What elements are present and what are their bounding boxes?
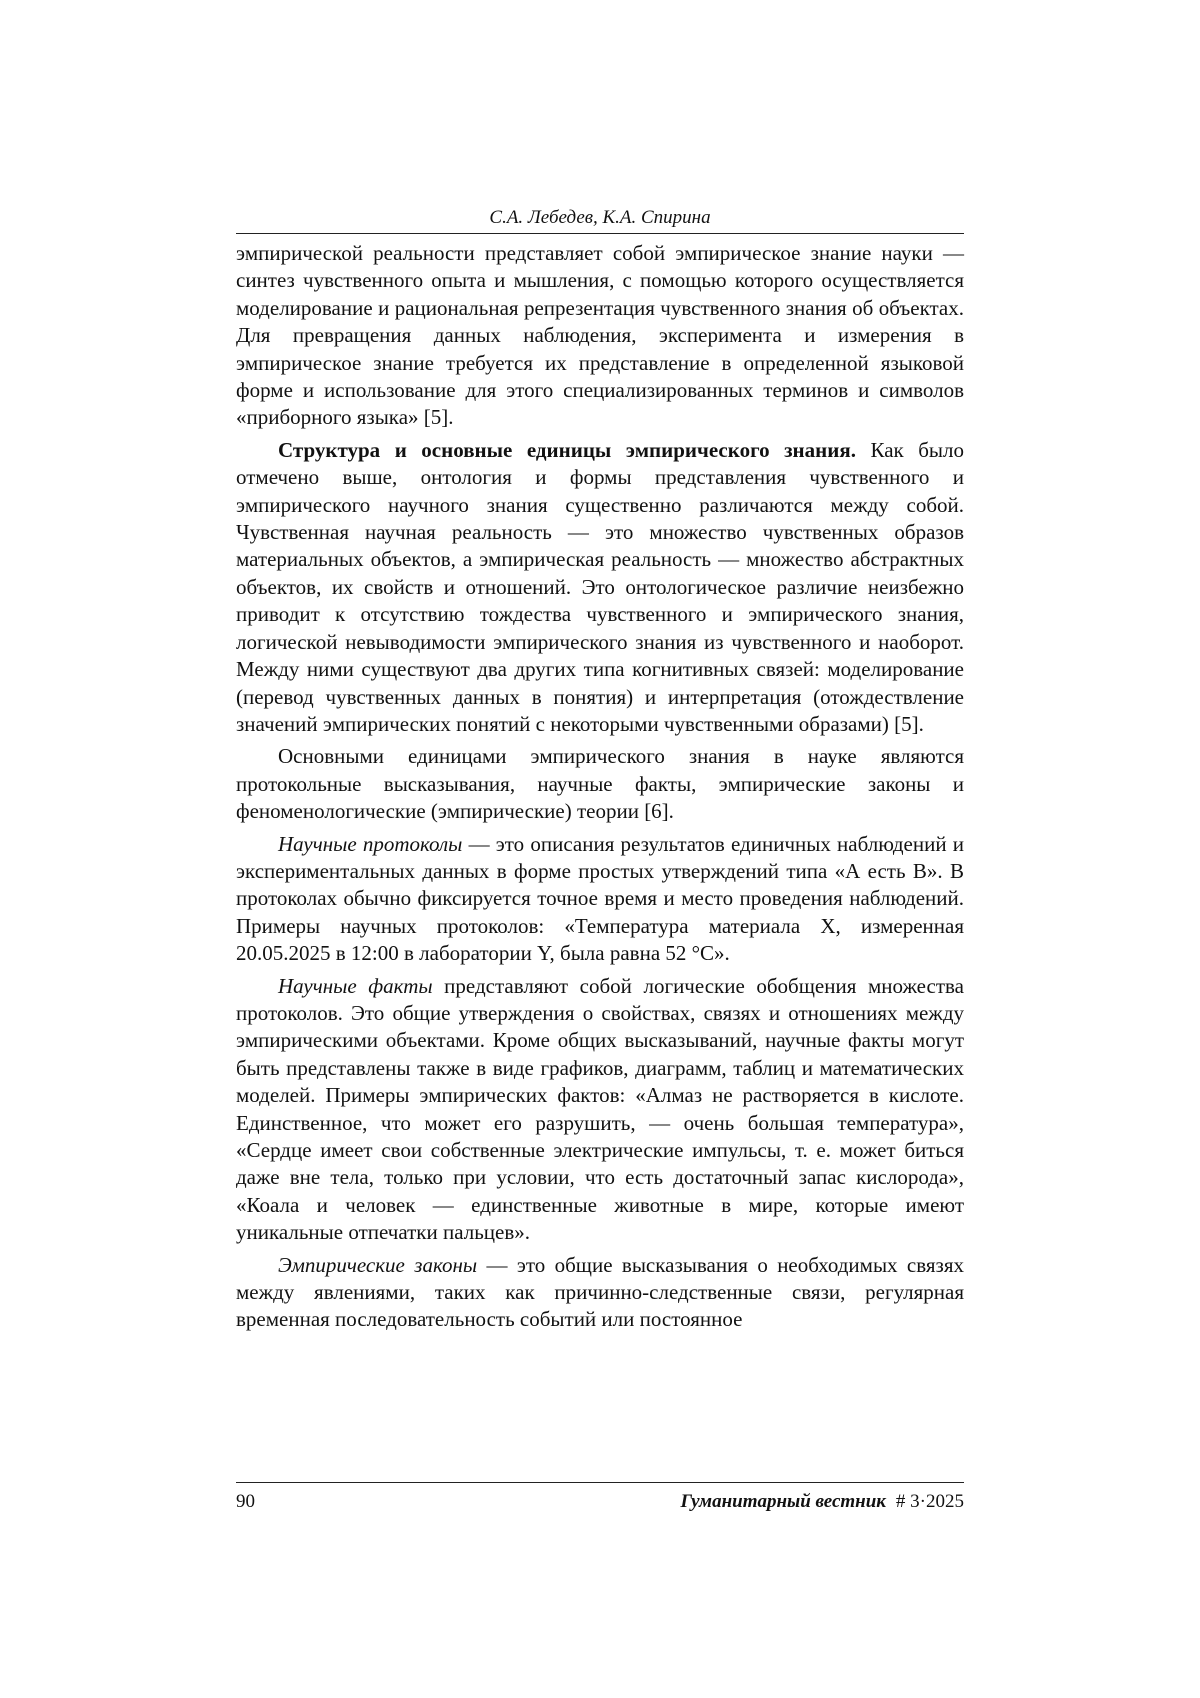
paragraph-1 xyxy=(236,240,964,432)
paragraph-2-text: Как было отмечено выше, онтология и формы представления чувственного и эмпирического научного знания существенно различаются между собой. Чувственная научная реальность — это множество чувственных образов материальных объектов, а эмпирическая реальность — множество абстрактных объектов, их свойств и отношений. Это онтологическое различие неизбежно приводит к отсутствию тождества чувственного и эмпирического знания, логической невыводимости эмпирического знания из чувственного и наоборот. Между ними существуют два других типа когнитивных связей: моделирование (перевод чувственных данных в понятия) и интерпретация (отождествление значений эмпирических понятий с некоторыми чувственными образами) [5]. xyxy=(236,437,964,736)
article-body xyxy=(236,240,964,1334)
paragraph-4 xyxy=(236,831,964,968)
paragraph-6-text: — это общие высказывания о необходимых связях между явлениями, таких как причинно-следственные связи, регулярная временная последовательность событий или постоянное xyxy=(236,1252,964,1332)
paragraph-4-text: — это описания результатов единичных наблюдений и экспериментальных данных в форме простых утверждений типа «А есть В». В протоколах обычно фиксируется точное время и место проведения наблюдений. Примеры научных протоколов: «Температура материала X, измеренная 20.05.2025 в 12:00 в лаборатории Y, была равна 52 °С». xyxy=(236,831,965,966)
term-empirical-laws: Эмпирические законы xyxy=(278,1252,478,1277)
section-heading: Структура и основные единицы эмпирического знания. xyxy=(278,437,856,462)
page-footer xyxy=(236,1482,964,1514)
term-scientific-facts: Научные факты xyxy=(278,973,433,998)
paragraph-5-text: представляют собой логические обобщения множества протоколов. Это общие утверждения о свойствах, связях и отношениях между эмпирическими объектами. Кроме общих высказываний, научные факты могут быть представлены также в виде графиков, диаграмм, таблиц и математических моделей. Примеры эмпирических фактов: «Алмаз не растворяется в кислоте. Единственное, что может его разрушить, — очень большая температура», «Сердце имеет свои собственные электрические импульсы, т. е. может биться даже вне тела, только при условии, что есть достаточный запас кислорода», «Коала и человек — единственные животные в мире, которые имеют уникальные отпечатки пальцев». xyxy=(236,973,964,1245)
paragraph-3 xyxy=(236,743,964,825)
journal-title: Гуманитарный вестник xyxy=(680,1491,886,1512)
paragraph-5 xyxy=(236,973,964,1247)
paragraph-6 xyxy=(236,1252,964,1334)
journal-info xyxy=(680,1490,964,1514)
paragraph-3-text: Основными единицами эмпирического знания в науке являются протокольные высказывания, научные факты, эмпирические законы и феноменологические (эмпирические) теории [6]. xyxy=(236,744,964,824)
paragraph-1-text: эмпирической реальности представляет собой эмпирическое знание науки — синтез чувственного опыта и мышления, с помощью которого осуществляется моделирование и рациональная репрезентация чувственного знания об объектах. Для превращения данных наблюдения, эксперимента и измерения в эмпирическое знание требуется их представление в определенной языковой форме и использование для этого специализированных терминов и символов «приборного языка» [5]. xyxy=(236,241,964,430)
running-head-authors: С.А. Лебедев, К.А. Спирина xyxy=(236,206,964,234)
page-number: 90 xyxy=(236,1491,255,1512)
journal-issue: # 3·2025 xyxy=(895,1491,964,1512)
paragraph-2 xyxy=(236,437,964,738)
term-scientific-protocols: Научные протоколы xyxy=(278,831,463,856)
page-content xyxy=(236,206,964,1334)
